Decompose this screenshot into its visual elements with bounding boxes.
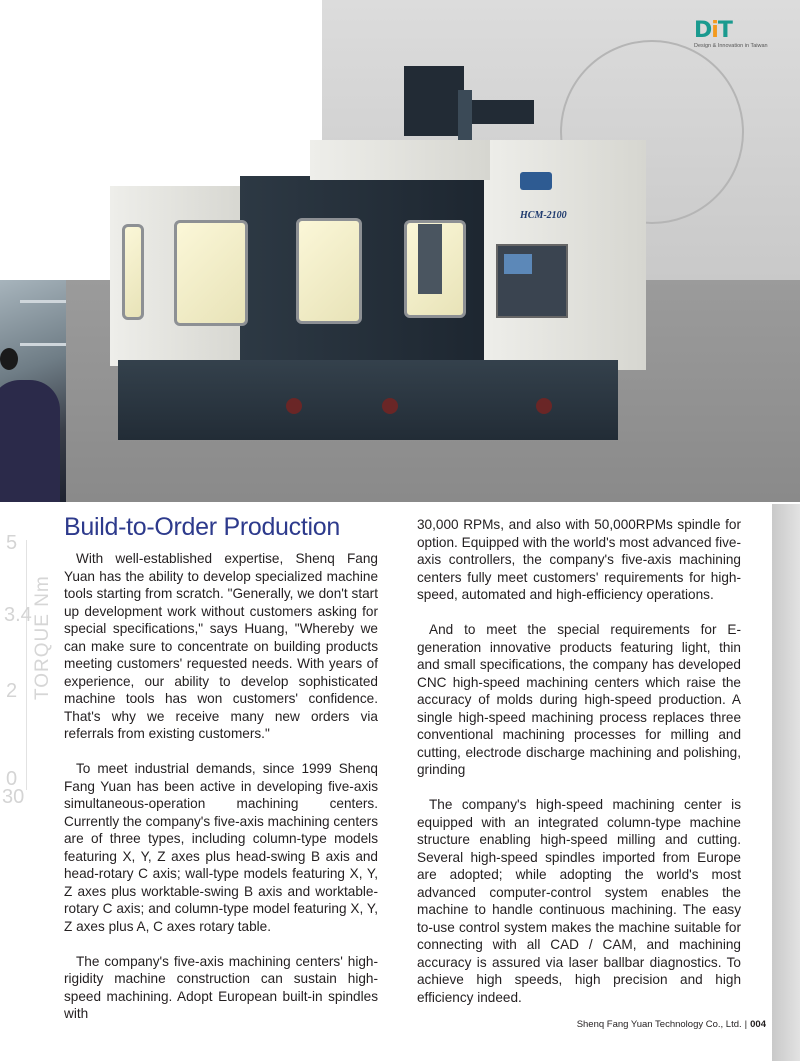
worker-head (0, 348, 18, 370)
machine-model-label: HCM-2100 (520, 210, 567, 221)
gauge-number: 5 (6, 532, 18, 554)
machine-window (122, 224, 144, 320)
article-paragraph: The company's high-speed machining center is equipped with an integrated column-type machine structure enabling high-speed milling and cutting. Several high-speed spindles imported from Europe are adopted; while adopting the world's most advanced computer-control system enables the machine to handle continuous machining. The easy to-use control system makes the machine suitable for connecting with all CAD / CAM, and machining accuracy is assured via laser ballbar diagnostics. To achieve high speeds, high precision and high efficiency indeed. (417, 797, 741, 1005)
machine-top-cover (310, 140, 490, 180)
gauge-number: 2 (6, 680, 18, 702)
article-paragraph: With well-established expertise, Shenq Fang Yuan has the ability to develop specialized machine tools starting from scratch. "Generally, we don't start up development work without customers asking for special specifications," says Huang, "Whereby we can make sure to concentrate on building products meeting customers' requested needs. With years of experience, our ability to develop sophisticated machine tools has won customers' confidence. That's why we receive many new orders via referrals from existing customers." (64, 551, 378, 741)
machine-window (174, 220, 248, 326)
gauge-number: 30 (2, 786, 25, 808)
torque-axis-label: TORQUE Nm (32, 575, 53, 700)
article-left-column (64, 550, 378, 1023)
article-paragraph: 30,000 RPMs, and also with 50,000RPMs spindle for option. Equipped with the world's most advanced five-axis controllers, the company's five-axis machining centers fully meet customers' requirements for high-speed, automated and high-efficiency operations. (417, 517, 741, 602)
page-footer (540, 1019, 766, 1030)
machining-center-illustration (100, 60, 660, 470)
control-screen (504, 254, 532, 274)
article-heading: Build-to-Order Production (64, 513, 340, 541)
article-right-column (417, 516, 741, 1006)
article-paragraph: To meet industrial demands, since 1999 Shenq Fang Yuan has been active in developing five-axis simultaneous-operation machining centers. Currently the company's five-axis machining centers are of three types, including column-type models featuring X, Y, Z axes plus head-swing B axis and head-rotary C axis; wall-type models featuring X, Y, Z axes plus worktable-swing B axis and worktable-rotary C axis; and column-type model featuring X, Y, Z axes plus A, C axes rotary table. (64, 761, 378, 934)
worker-photo (0, 280, 66, 502)
logo-mark: DiT (694, 18, 732, 43)
gauge-number: 0 (6, 768, 18, 790)
footer-separator: | (744, 1019, 748, 1030)
machine-control-panel (496, 244, 568, 318)
gauge-line (26, 540, 27, 790)
rail-decoration (20, 300, 66, 346)
machine-base-detail (536, 398, 552, 414)
logo-tagline: Design & Innovation in Taiwan (694, 43, 768, 49)
hero-image (0, 0, 800, 502)
right-side-bar (772, 504, 800, 1061)
dit-logo (694, 20, 774, 50)
worker-shirt (0, 380, 60, 502)
machine-base-detail (382, 398, 398, 414)
article-paragraph: And to meet the special requirements for E-generation innovative products featuring light, thin and small specifications, the company has developed CNC high-speed machining centers which raise the accuracy of molds during high-speed production. A single high-speed machining process replaces three conventional machining processes for milling and cutting, electrode discharge machining and polishing, grinding (417, 622, 741, 777)
machine-base-detail (286, 398, 302, 414)
machine-window (296, 218, 362, 324)
page-number: 004 (750, 1019, 766, 1030)
article-paragraph: The company's five-axis machining centers' high-rigidity machine construction can sustain high-speed machining. Adopt European built-in spindles with (64, 953, 378, 1021)
machine-brand-badge (520, 172, 552, 190)
machine-spindle (418, 224, 442, 294)
gauge-number: 3.4 (4, 604, 32, 626)
footer-company: Shenq Fang Yuan Technology Co., Ltd. (576, 1019, 742, 1030)
